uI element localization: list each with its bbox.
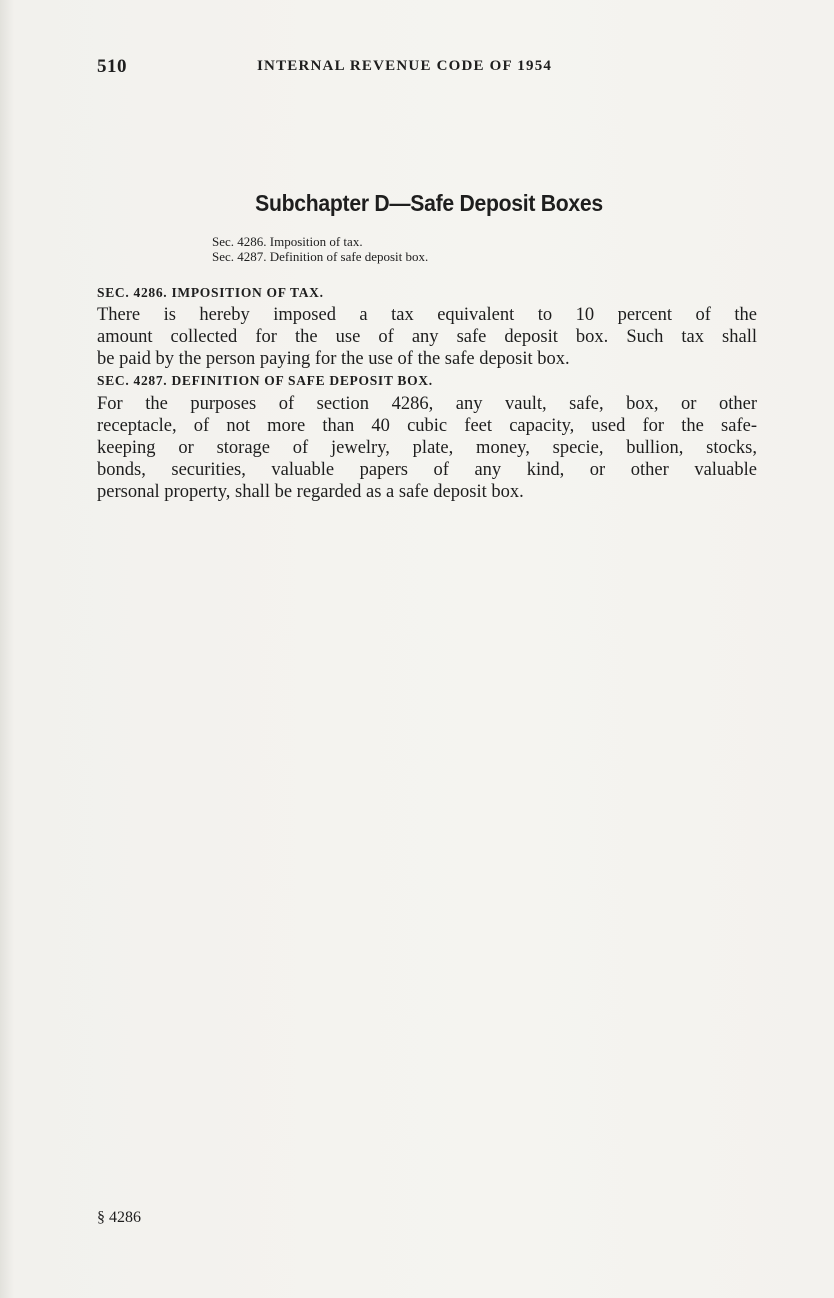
page-header [97,56,757,80]
body-line: be paid by the person paying for the use of the safe deposit box. [97,349,570,369]
section-body [97,393,757,503]
section-heading: SEC. 4286. IMPOSITION OF TAX. [97,285,324,300]
table-of-contents [212,234,428,264]
toc-item: Sec. 4286. Imposition of tax. [212,234,363,249]
section-heading: SEC. 4287. DEFINITION OF SAFE DEPOSIT BOX. [97,373,433,388]
section-body [97,304,757,370]
body-line: personal property, shall be regarded as a safe deposit box. [97,482,524,502]
subchapter-title: Subchapter D—Safe Deposit Boxes [255,190,603,216]
page-number: 510 [97,56,127,77]
body-line: There is hereby imposed a tax equivalent to 10 percent of the [97,305,757,325]
body-line: receptacle, of not more than 40 cubic feet capacity, used for the safe- [97,416,757,436]
toc-item: Sec. 4287. Definition of safe deposit box. [212,249,429,264]
body-line: bonds, securities, valuable papers of any kind, or other valuable [97,460,757,480]
body-line: For the purposes of section 4286, any vault, safe, box, or other [97,394,757,414]
footer-section-reference: § 4286 [97,1209,141,1226]
body-line: keeping or storage of jewelry, plate, money, specie, bullion, stocks, [97,438,757,458]
body-line: amount collected for the use of any safe deposit box. Such tax shall [97,327,757,347]
running-head: INTERNAL REVENUE CODE OF 1954 [257,58,553,74]
